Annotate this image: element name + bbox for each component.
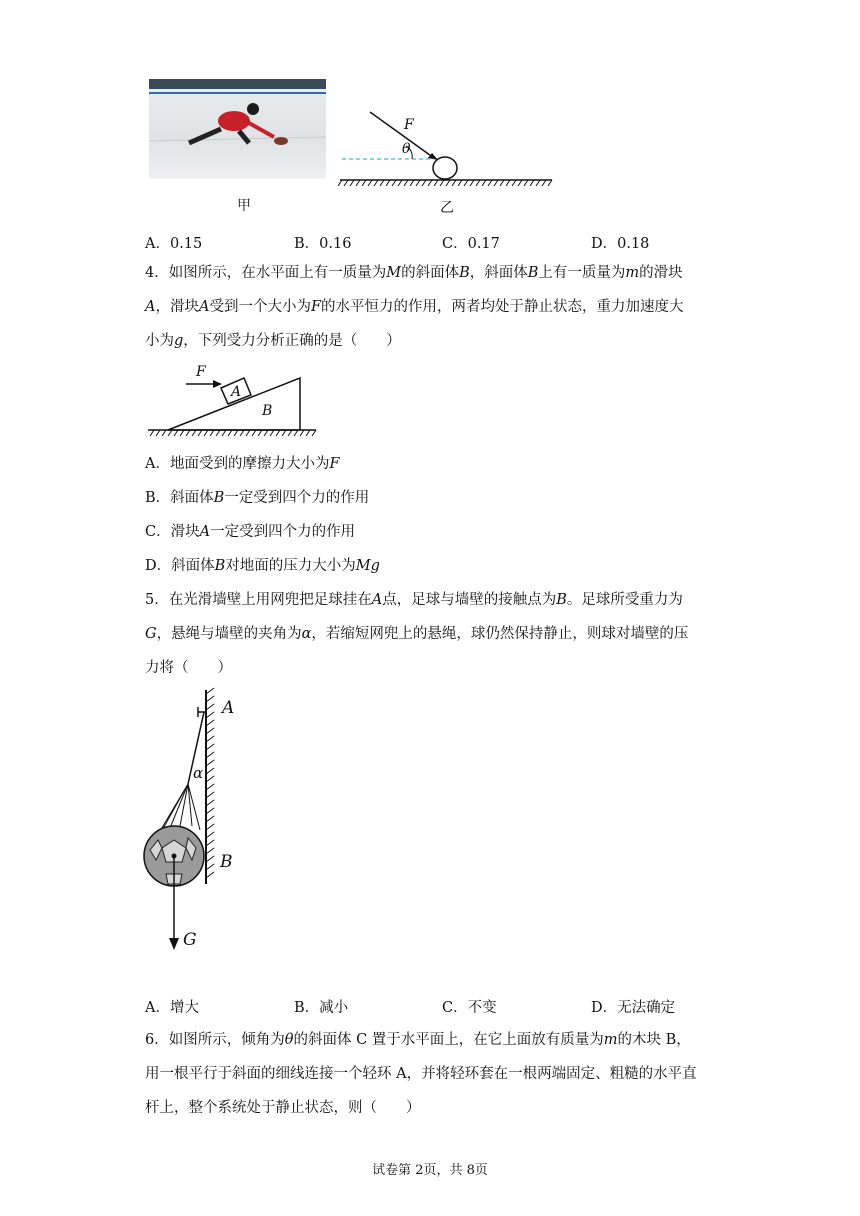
q5-stem-line-1: 5．在光滑墙壁上用网兜把足球挂在A点，足球与墙壁的接触点为B。足球所受重力为 <box>145 592 683 608</box>
fig5-label-g: G <box>183 930 197 950</box>
curling-force-diagram <box>338 108 556 188</box>
q3-option-c[interactable]: C．0.17 <box>442 236 500 252</box>
football-wall-diagram <box>140 688 250 958</box>
incline-block-diagram <box>148 362 318 440</box>
q4-stem-line-3: 小为g，下列受力分析正确的是（ ） <box>145 333 401 349</box>
force-label-f: F <box>404 117 414 133</box>
fig4-label-f: F <box>196 364 206 380</box>
q4-option-d[interactable]: D．斜面体B对地面的压力大小为Mg <box>145 558 380 574</box>
q5-stem-line-3: 力将（ ） <box>145 660 232 676</box>
q4-option-c[interactable]: C．滑块A一定受到四个力的作用 <box>145 524 356 540</box>
fig5-label-b: B <box>220 852 233 872</box>
angle-label-theta: θ <box>402 141 411 157</box>
q4-option-b[interactable]: B．斜面体B一定受到四个力的作用 <box>145 490 370 506</box>
q6-stem-line-3: 杆上，整个系统处于静止状态，则（ ） <box>145 1100 421 1116</box>
fig5-label-a: A <box>222 698 235 718</box>
curling-player-illustration <box>149 79 326 179</box>
fig4-label-b: B <box>262 403 273 419</box>
q5-option-b[interactable]: B．减小 <box>294 1000 349 1016</box>
q5-option-d[interactable]: D．无法确定 <box>591 1000 676 1016</box>
q5-stem-line-2: G，悬绳与墙壁的夹角为α，若缩短网兜上的悬绳，球仍然保持静止，则球对墙壁的压 <box>145 626 689 642</box>
q3-option-a[interactable]: A．0.15 <box>145 236 203 252</box>
q6-stem-line-1: 6．如图所示，倾角为θ的斜面体 C 置于水平面上，在它上面放有质量为m的木块 B， <box>145 1032 691 1048</box>
curling-photo <box>149 79 326 179</box>
q6-stem-line-2: 用一根平行于斜面的细线连接一个轻环 A，并将轻环套在一根两端固定、粗糙的水平直 <box>145 1066 697 1082</box>
q4-option-a[interactable]: A．地面受到的摩擦力大小为F <box>145 456 340 472</box>
figure-label-yi: 乙 <box>440 200 454 216</box>
q5-option-a[interactable]: A．增大 <box>145 1000 199 1016</box>
q5-option-c[interactable]: C．不变 <box>442 1000 497 1016</box>
q4-stem-line-2: A，滑块A受到一个大小为F的水平恒力的作用，两者均处于静止状态，重力加速度大 <box>145 299 684 315</box>
q4-stem-line-1: 4．如图所示，在水平面上有一质量为M的斜面体B，斜面体B上有一质量为m的滑块 <box>145 265 683 281</box>
q3-option-b[interactable]: B．0.16 <box>294 236 352 252</box>
fig4-label-a: A <box>231 384 242 400</box>
figure-label-jia: 甲 <box>237 198 251 214</box>
fig5-label-alpha: α <box>193 764 204 782</box>
page-footer: 试卷第 2页，共 8页 <box>372 1163 488 1178</box>
q3-option-d[interactable]: D．0.18 <box>591 236 650 252</box>
